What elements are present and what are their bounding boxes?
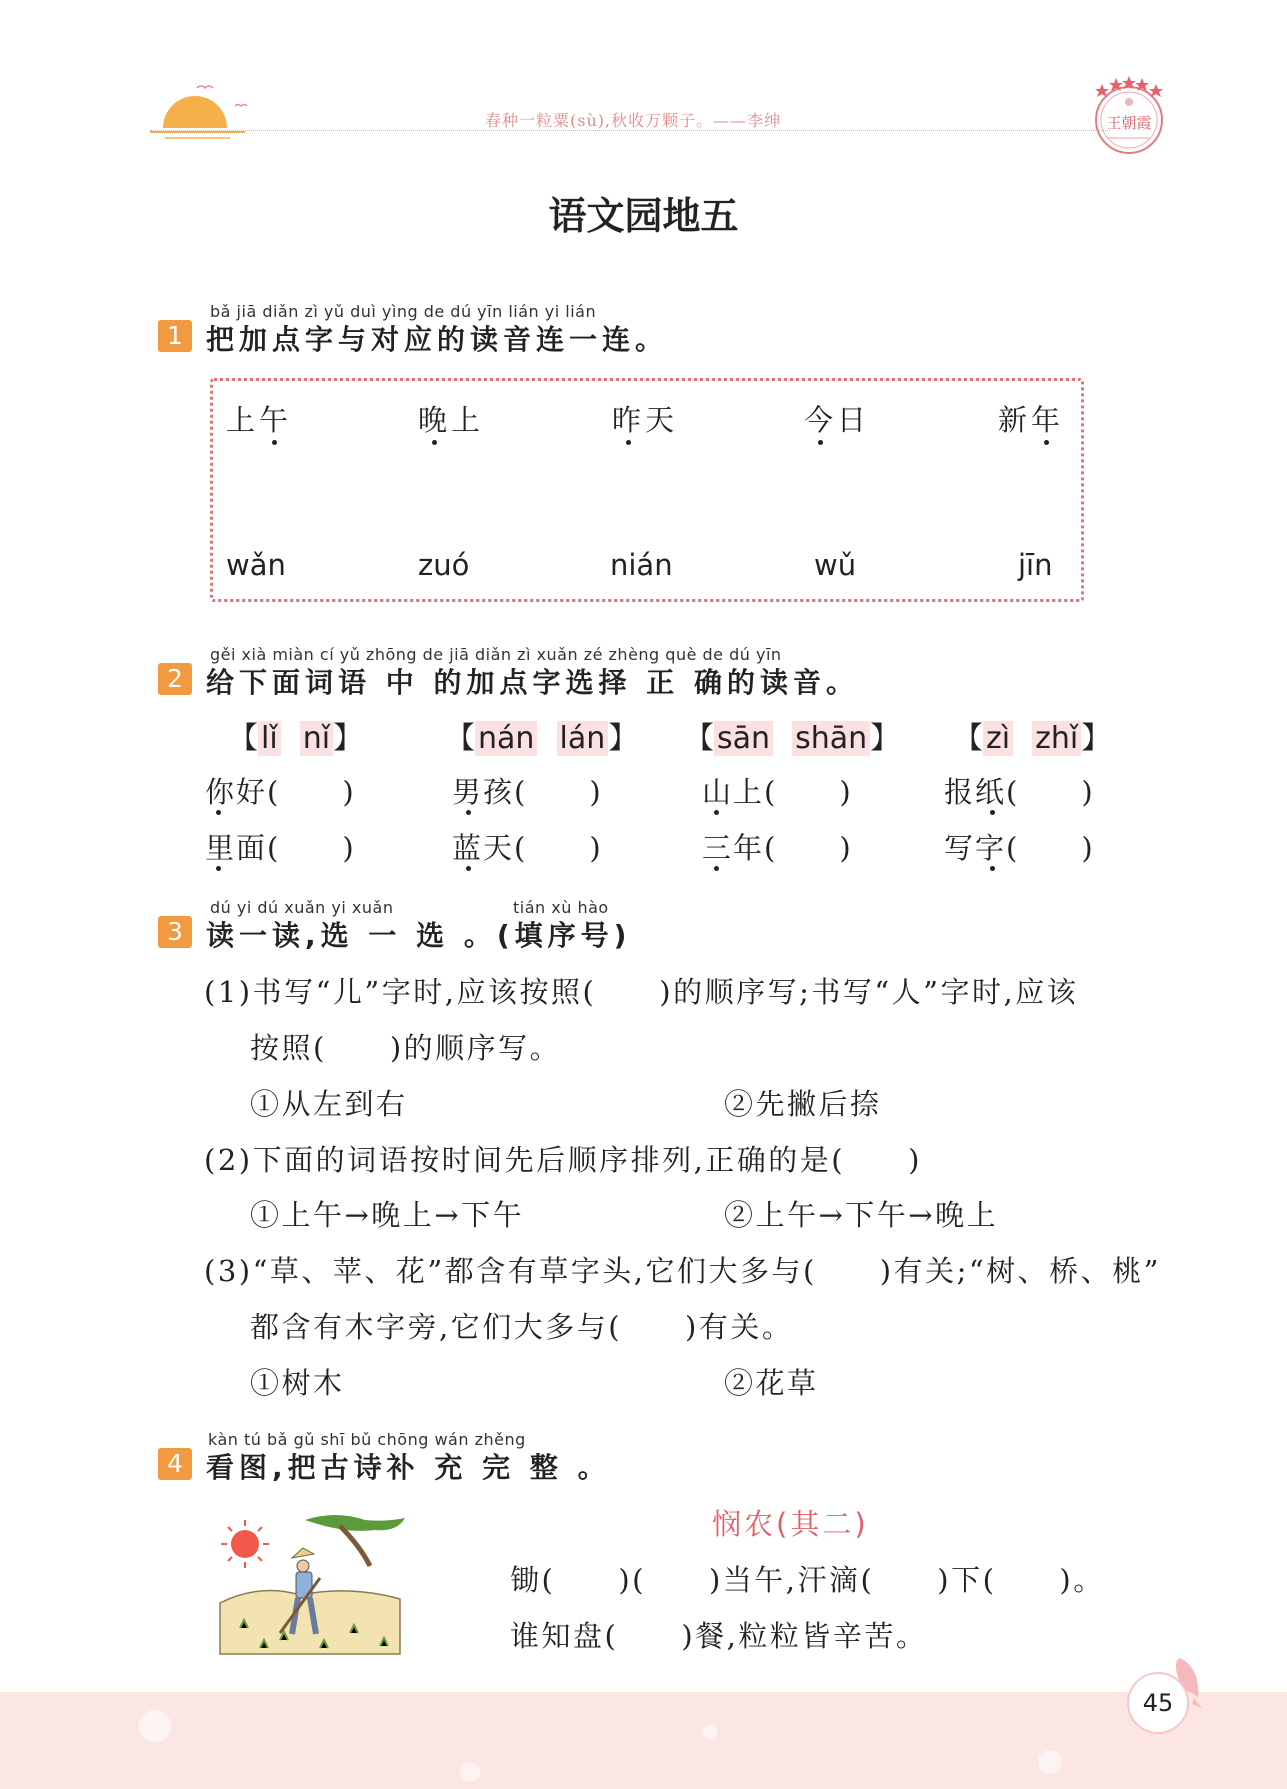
answer-item[interactable]: 三年( ) bbox=[702, 831, 853, 865]
question-text: (2)下面的词语按时间先后顺序排列,正确的是( ) bbox=[204, 1143, 922, 1177]
emphasis-dot bbox=[990, 866, 995, 871]
question-text: 按照( )的顺序写。 bbox=[250, 1031, 562, 1065]
choice-option: ①树木 bbox=[250, 1366, 345, 1400]
reading-item: wǎn bbox=[226, 548, 286, 582]
question-text: (1)书写“儿”字时,应该按照( )的顺序写;书写“人”字时,应该 bbox=[204, 975, 1079, 1009]
option-group: 【 sān shān 】 bbox=[684, 721, 901, 756]
author-seal-icon bbox=[1088, 76, 1170, 162]
emphasis-dot bbox=[990, 810, 995, 815]
section-2-pinyin: gěi xià miàn cí yǔ zhōng de jiā diǎn zì xuǎn zé zhèng què de dú yīn bbox=[210, 645, 782, 664]
option-group: 【 nán lán 】 bbox=[445, 721, 639, 756]
answer-item[interactable]: 里面( ) bbox=[205, 831, 356, 865]
answer-item[interactable]: 写字( ) bbox=[944, 831, 1095, 865]
emphasis-dot bbox=[714, 810, 719, 815]
option-group: 【 lǐ nǐ 】 bbox=[228, 721, 364, 756]
tree-icon bbox=[305, 1515, 405, 1566]
emphasis-dot bbox=[1044, 440, 1049, 445]
emphasis-dot bbox=[818, 440, 823, 445]
choice-option: ②花草 bbox=[724, 1366, 819, 1400]
answer-item[interactable]: 男孩( ) bbox=[452, 775, 603, 809]
emphasis-dot bbox=[432, 440, 437, 445]
emphasis-dot bbox=[272, 440, 277, 445]
page-title: 语文园地五 bbox=[548, 194, 739, 238]
word-item: 新年 bbox=[998, 403, 1065, 437]
section-2-instruction: 给下面词语 中 的加点字选择 正 确的读音。 bbox=[206, 666, 859, 699]
farmer-illustration bbox=[210, 1508, 410, 1658]
reading-item: nián bbox=[610, 548, 673, 582]
reading-item: wǔ bbox=[814, 548, 857, 582]
word-item: 昨天 bbox=[612, 403, 679, 437]
section-4-instruction: 看图,把古诗补 充 完 整 。 bbox=[206, 1451, 611, 1484]
poem-line[interactable]: 谁知盘( )餐,粒粒皆辛苦。 bbox=[510, 1619, 928, 1653]
emphasis-dot bbox=[216, 810, 221, 815]
sunset-logo-icon bbox=[145, 78, 255, 148]
reading-item: jīn bbox=[1018, 548, 1053, 582]
section-4-pinyin: kàn tú bǎ gǔ shī bǔ chōng wán zhěng bbox=[208, 1430, 526, 1449]
page-number: 45 bbox=[1127, 1672, 1189, 1734]
answer-item[interactable]: 山上( ) bbox=[702, 775, 853, 809]
section-4-number: 4 bbox=[158, 1448, 192, 1480]
footer-bubbles bbox=[0, 1692, 1287, 1789]
emphasis-dot bbox=[466, 810, 471, 815]
question-text: 都含有木字旁,它们大多与( )有关。 bbox=[250, 1310, 794, 1344]
section-3-pinyin-2: tián xù hào bbox=[513, 898, 609, 917]
word-item: 今日 bbox=[804, 403, 871, 437]
option-group: 【 zì zhǐ 】 bbox=[953, 721, 1112, 756]
section-1-number: 1 bbox=[158, 320, 192, 352]
sun-icon bbox=[221, 1520, 269, 1568]
emphasis-dot bbox=[466, 866, 471, 871]
poem-line[interactable]: 锄( )( )当午,汗滴( )下( )。 bbox=[510, 1563, 1105, 1597]
section-1-instruction: 把加点字与对应的读音连一连。 bbox=[206, 323, 669, 356]
emphasis-dot bbox=[714, 866, 719, 871]
answer-item[interactable]: 报纸( ) bbox=[944, 775, 1095, 809]
answer-item[interactable]: 蓝天( ) bbox=[452, 831, 603, 865]
reading-item: zuó bbox=[418, 548, 470, 582]
emphasis-dot bbox=[216, 866, 221, 871]
poem-title: 悯农(其二) bbox=[712, 1507, 869, 1541]
question-text: (3)“草、苹、花”都含有草字头,它们大多与( )有关;“树、桥、桃” bbox=[204, 1254, 1161, 1288]
choice-option: ②上午→下午→晚上 bbox=[724, 1198, 999, 1232]
word-item: 晚上 bbox=[418, 403, 485, 437]
choice-option: ①上午→晚上→下午 bbox=[250, 1198, 525, 1232]
word-item: 上午 bbox=[226, 403, 293, 437]
section-3-pinyin: dú yi dú xuǎn yi xuǎn bbox=[210, 898, 394, 917]
seal-text: 王朝霞 bbox=[1106, 114, 1152, 132]
answer-item[interactable]: 你好( ) bbox=[205, 775, 356, 809]
header-motto: 春种一粒粟(sù),秋收万颗子。——李绅 bbox=[485, 111, 782, 130]
section-1-pinyin: bǎ jiā diǎn zì yǔ duì yìng de dú yīn lián yi lián bbox=[210, 302, 597, 321]
section-3-number: 3 bbox=[158, 916, 192, 948]
choice-option: ②先撇后捺 bbox=[724, 1087, 882, 1121]
emphasis-dot bbox=[626, 440, 631, 445]
choice-option: ①从左到右 bbox=[250, 1087, 408, 1121]
section-3-instruction: 读一读,选 一 选 。(填序号) bbox=[206, 919, 632, 952]
section-2-number: 2 bbox=[158, 663, 192, 695]
